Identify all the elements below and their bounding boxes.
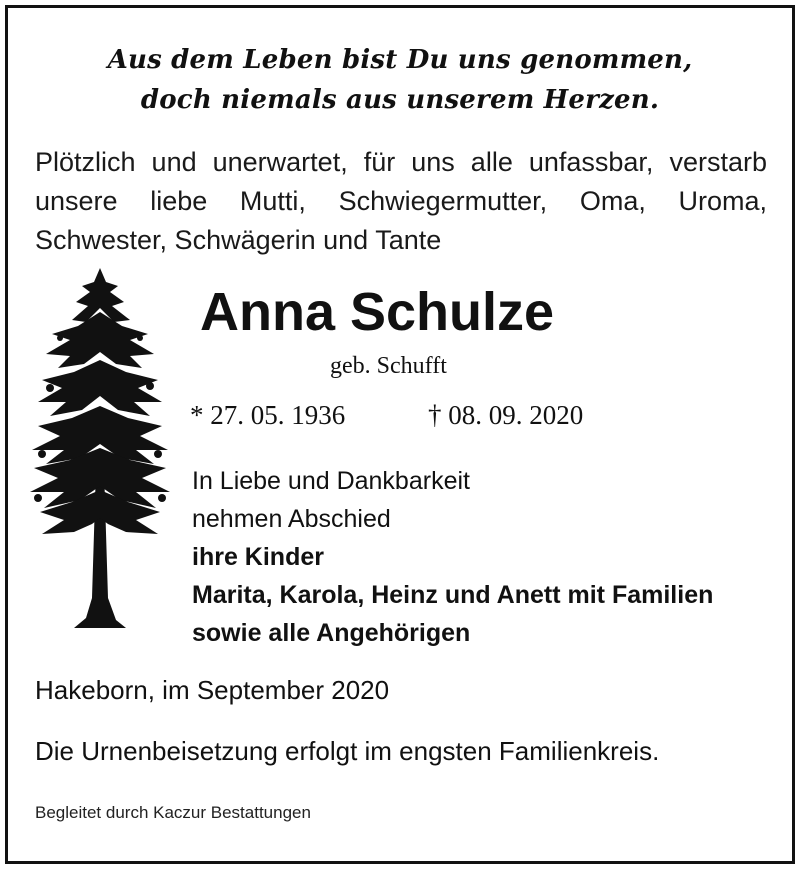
motto-line-1: Aus dem Leben bist Du uns genommen,: [107, 45, 693, 75]
motto-line-2: doch niemals aus unserem Herzen.: [140, 85, 660, 115]
place-date: Hakeborn, im September 2020: [35, 675, 390, 705]
intro-line-1: Plötzlich und unerwartet, für uns alle unfassbar, verstarb: [35, 147, 767, 177]
birth-name: geb. Schufft: [330, 353, 447, 379]
farewell-relatives: sowie alle Angehörigen: [192, 619, 471, 647]
intro-line-2: unsere liebe Mutti, Schwiegermutter, Oma, Uroma,: [35, 186, 767, 216]
intro-text: [35, 143, 767, 260]
conifer-tree-icon: [30, 268, 170, 640]
birth-date: * 27. 05. 1936: [190, 400, 346, 430]
farewell-names: Marita, Karola, Heinz und Anett mit Familien: [192, 581, 714, 609]
farewell-children: ihre Kinder: [192, 543, 324, 571]
farewell-line-2: nehmen Abschied: [192, 505, 391, 533]
farewell-line-1: In Liebe und Dankbarkeit: [192, 467, 470, 495]
undertaker-credit: Begleitet durch Kaczur Bestattungen: [35, 803, 311, 822]
deceased-name: Anna Schulze: [200, 282, 555, 342]
death-date: † 08. 09. 2020: [428, 400, 584, 430]
farewell-block: [192, 462, 777, 652]
urn-notice: Die Urnenbeisetzung erfolgt im engsten Familienkreis.: [35, 736, 660, 766]
intro-line-3: Schwester, Schwägerin und Tante: [35, 225, 442, 255]
motto: [0, 40, 800, 120]
